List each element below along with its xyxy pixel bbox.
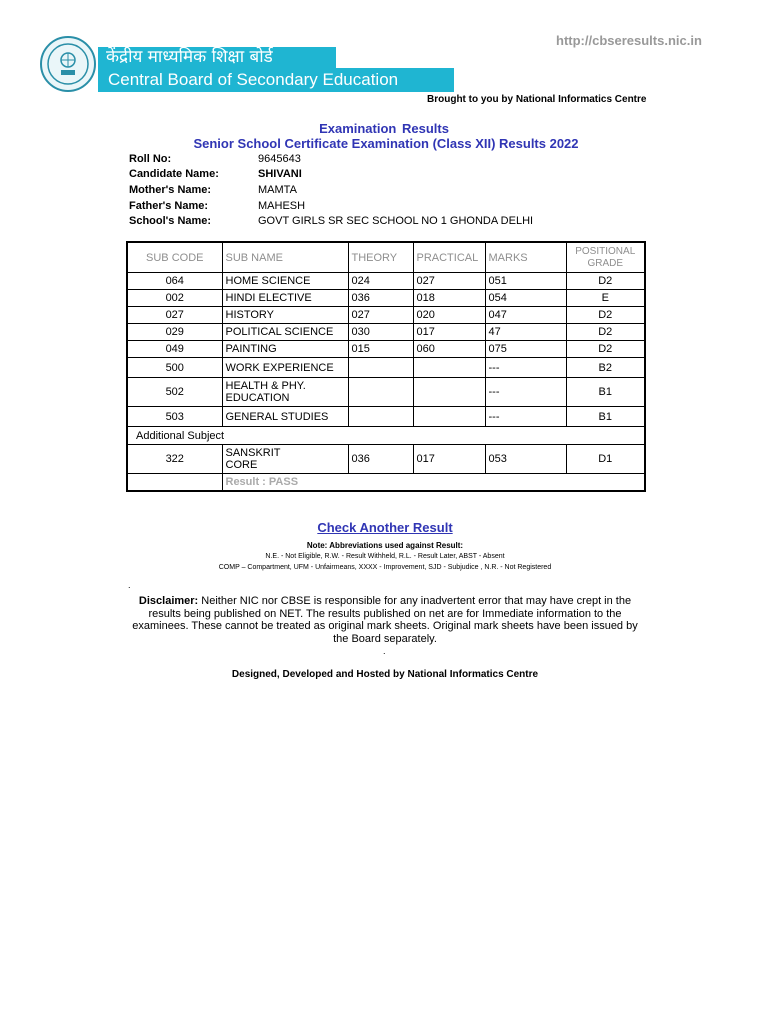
sub-name-cell: GENERAL STUDIES: [222, 407, 348, 427]
exam-subtitle: Senior School Certificate Examination (Class XII) Results 2022: [193, 136, 579, 151]
info-label: Candidate Name:: [129, 168, 219, 180]
board-name-hindi: केंद्रीय माध्यमिक शिक्षा बोर्ड: [98, 47, 336, 68]
abbreviation-line-2: COMP – Compartment, UFM - Unfairmeans, XXXX - Improvement, SJD - Subjudice , N.R. - Not Registered: [218, 564, 552, 571]
table-row: [127, 378, 645, 407]
sub-code-cell: 029: [127, 324, 222, 341]
practical-cell: 017: [413, 445, 485, 474]
result-status: Result : PASS: [222, 474, 645, 492]
sub-name-cell: HOME SCIENCE: [222, 273, 348, 290]
practical-cell: 060: [413, 341, 485, 358]
grade-cell: B2: [566, 358, 645, 378]
marks-cell: ---: [485, 378, 566, 407]
grade-cell: D2: [566, 324, 645, 341]
marks-cell: 054: [485, 290, 566, 307]
col-header-theory: THEORY: [348, 242, 413, 273]
sub-code-cell: 502: [127, 378, 222, 407]
table-header-row: [127, 242, 645, 273]
sub-name-cell: HISTORY: [222, 307, 348, 324]
marks-cell: 47: [485, 324, 566, 341]
marks-cell: 051: [485, 273, 566, 290]
disclaimer-block: [124, 595, 646, 645]
info-value: GOVT GIRLS SR SEC SCHOOL NO 1 GHONDA DELHI: [258, 215, 534, 227]
dot-marker: .: [383, 646, 386, 656]
theory-cell: 036: [348, 445, 413, 474]
table-row: [127, 273, 645, 290]
grade-cell: B1: [566, 378, 645, 407]
info-value: 9645643: [258, 153, 301, 165]
col-header-grade: POSITIONAL GRADE: [566, 242, 645, 273]
col-header-sub-name: SUB NAME: [222, 242, 348, 273]
table-row: [127, 341, 645, 358]
abbreviation-line-1: N.E. - Not Eligible, R.W. - Result Withheld, R.L. - Result Later, ABST - Absent: [265, 553, 505, 560]
table-row: [127, 407, 645, 427]
sub-code-cell: 027: [127, 307, 222, 324]
col-header-marks: MARKS: [485, 242, 566, 273]
theory-cell: [348, 358, 413, 378]
marks-cell: 075: [485, 341, 566, 358]
info-label: Mother's Name:: [129, 184, 212, 196]
marks-table: [126, 241, 646, 492]
table-row: [127, 290, 645, 307]
designed-by-text: Designed, Developed and Hosted by National Informatics Centre: [231, 669, 539, 680]
brought-by-text: Brought to you by National Informatics Centre: [427, 94, 647, 105]
theory-cell: 024: [348, 273, 413, 290]
practical-cell: 017: [413, 324, 485, 341]
sub-name-cell: HINDI ELECTIVE: [222, 290, 348, 307]
sub-name-cell: HEALTH & PHY. EDUCATION: [222, 378, 348, 407]
grade-cell: E: [566, 290, 645, 307]
sub-code-cell: 500: [127, 358, 222, 378]
sub-code-cell: 002: [127, 290, 222, 307]
practical-cell: 027: [413, 273, 485, 290]
practical-cell: [413, 407, 485, 427]
table-row: [127, 445, 645, 474]
sub-code-cell: 064: [127, 273, 222, 290]
theory-cell: 030: [348, 324, 413, 341]
abbreviation-note: Note: Abbreviations used against Result:: [306, 541, 464, 550]
additional-subject-label: Additional Subject: [127, 427, 645, 445]
info-label: School's Name:: [129, 215, 212, 227]
col-header-sub-code: SUB CODE: [127, 242, 222, 273]
cbse-emblem-icon: [42, 38, 94, 90]
theory-cell: 027: [348, 307, 413, 324]
sub-name-cell: PAINTING: [222, 341, 348, 358]
grade-cell: D1: [566, 445, 645, 474]
info-label: Roll No:: [129, 153, 172, 165]
cbse-logo: [40, 36, 96, 92]
sub-code-cell: 049: [127, 341, 222, 358]
check-another-result-link[interactable]: Check Another Result: [317, 520, 453, 535]
grade-cell: B1: [566, 407, 645, 427]
table-row: [127, 324, 645, 341]
marks-cell: 047: [485, 307, 566, 324]
disclaimer-label: Disclaimer:: [138, 595, 199, 607]
disclaimer-text: Neither NIC nor CBSE is responsible for any inadvertent error that may have crept in the results being published on NET. The results published on net are for Immediate information to the examinees. These cannot be treated as original mark sheets. Original mark sheets have been issued by the Board separately.: [132, 595, 638, 645]
sub-name-cell: POLITICAL SCIENCE: [222, 324, 348, 341]
info-value: MAMTA: [258, 184, 297, 196]
col-header-practical: PRACTICAL: [413, 242, 485, 273]
result-blank-cell: [127, 474, 222, 492]
practical-cell: [413, 378, 485, 407]
marks-cell: ---: [485, 358, 566, 378]
marks-cell: ---: [485, 407, 566, 427]
sub-name-text: SANSKRIT CORE: [225, 447, 281, 471]
theory-cell: 036: [348, 290, 413, 307]
exam-title: Examination Results: [319, 121, 449, 136]
result-row: [127, 474, 645, 492]
theory-cell: 015: [348, 341, 413, 358]
dot-marker: .: [128, 580, 131, 590]
sub-code-cell: 322: [127, 445, 222, 474]
board-name-english: Central Board of Secondary Education: [98, 68, 454, 92]
grade-cell: D2: [566, 341, 645, 358]
practical-cell: 020: [413, 307, 485, 324]
table-row: [127, 307, 645, 324]
info-value: MAHESH: [258, 200, 306, 212]
practical-cell: [413, 358, 485, 378]
info-label: Father's Name:: [129, 200, 209, 212]
sub-name-cell: [222, 445, 348, 474]
grade-cell: D2: [566, 273, 645, 290]
theory-cell: [348, 407, 413, 427]
sub-name-cell: WORK EXPERIENCE: [222, 358, 348, 378]
additional-subject-row: [127, 427, 645, 445]
table-row: [127, 358, 645, 378]
practical-cell: 018: [413, 290, 485, 307]
grade-cell: D2: [566, 307, 645, 324]
theory-cell: [348, 378, 413, 407]
marks-cell: 053: [485, 445, 566, 474]
sub-code-cell: 503: [127, 407, 222, 427]
site-url: http://cbseresults.nic.in: [556, 33, 702, 48]
info-value: SHIVANI: [258, 168, 302, 180]
